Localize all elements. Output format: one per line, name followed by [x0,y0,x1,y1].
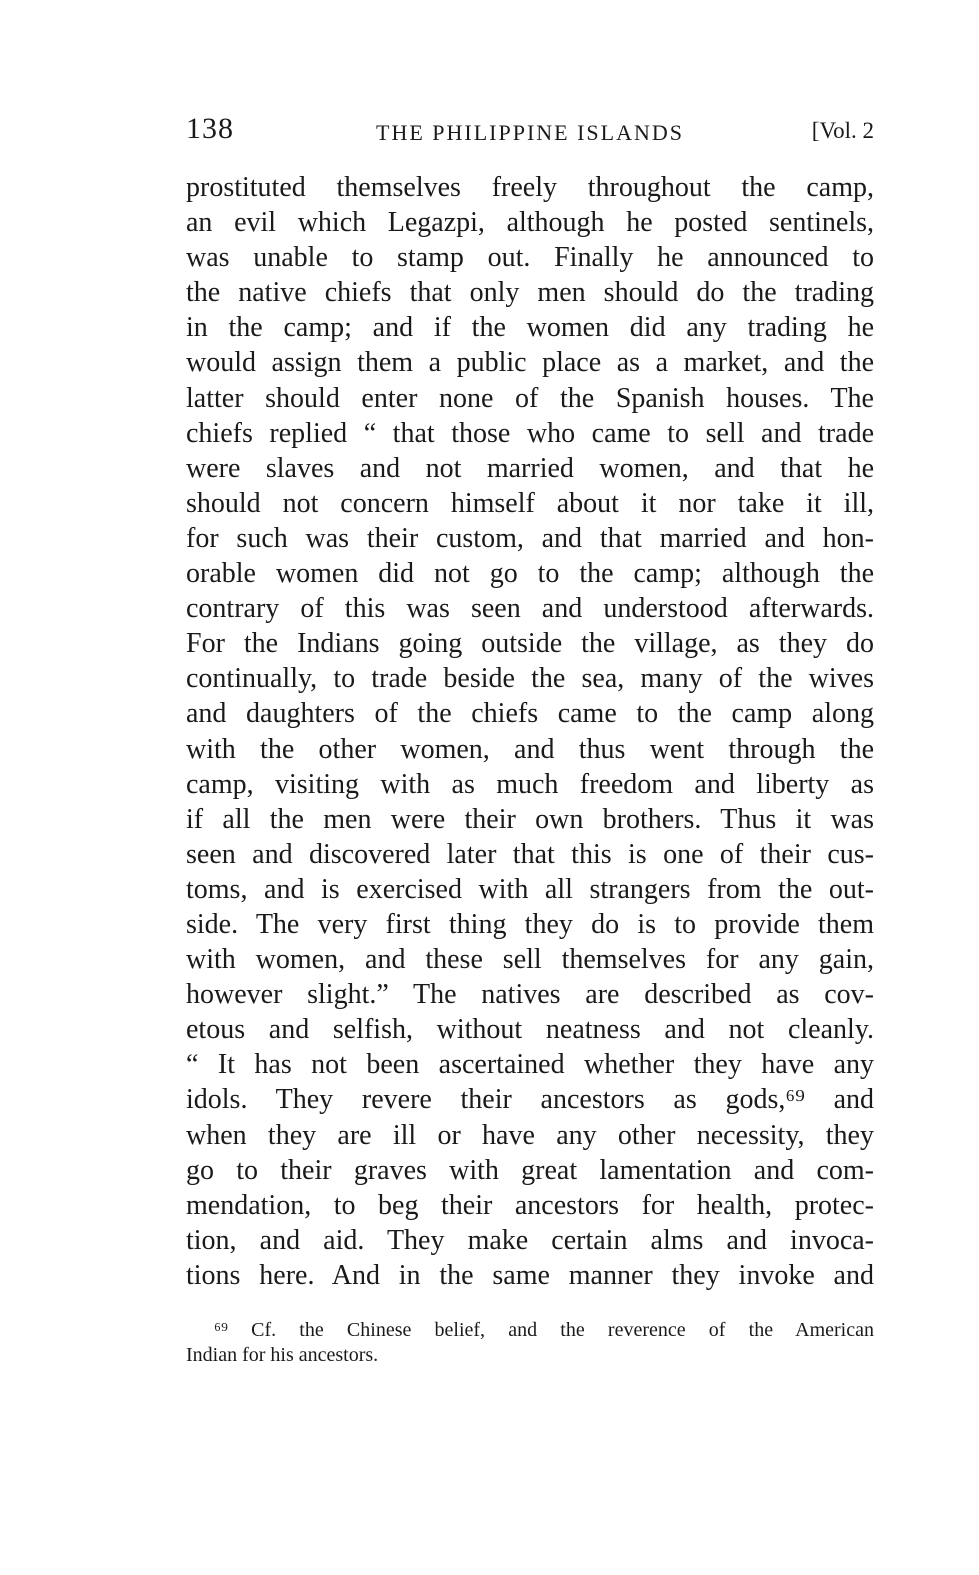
text-line: latter should enter none of the Spanish houses. The [186,382,874,414]
text-line: chiefs replied “ that those who came to sell and trade [186,417,874,449]
text-line: tions here. And in the same manner they invoke and [186,1259,874,1291]
text-line: “ It has not been ascertained whether they have any [186,1049,874,1081]
text-line: should not concern himself about it nor take it ill, [186,487,874,519]
text-line: camp, visiting with as much freedom and liberty as [186,768,874,800]
text-line: go to their graves with great lamentation and com- [186,1154,874,1186]
text-line: seen and discovered later that this is one of their cus- [186,838,874,870]
footnote-line: Indian for his ancestors. [186,1344,379,1366]
text-line: with women, and these sell themselves for any gain, [186,944,874,976]
text-line: were slaves and not married women, and that he [186,452,874,484]
text-line: side. The very first thing they do is to provide them [186,908,874,940]
text-line: if all the men were their own brothers. Thus it was [186,803,874,835]
body-text [186,170,874,1293]
text-line: would assign them a public place as a market, and the [186,347,874,379]
text-line: idols. They revere their ancestors as gods,⁶⁹ and [186,1084,874,1116]
text-line: when they are ill or have any other necessity, they [186,1119,874,1151]
text-line: with the other women, and thus went through the [186,733,874,765]
page-header [186,112,874,152]
text-line: for such was their custom, and that married and hon- [186,522,874,554]
text-line: was unable to stamp out. Finally he announced to [186,242,874,274]
text-line: an evil which Legazpi, although he posted sentinels, [186,207,874,239]
volume-reference: [Vol. 2 [811,118,874,143]
text-line: tion, and aid. They make certain alms and invoca- [186,1224,874,1256]
footnote-line: ⁶⁹ Cf. the Chinese belief, and the reverence of the American [214,1319,874,1341]
text-line: prostituted themselves freely throughout the camp, [186,172,874,203]
text-line: etous and selfish, without neatness and not cleanly. [186,1014,874,1046]
text-line: orable women did not go to the camp; although the [186,558,874,590]
running-title: THE PHILIPPINE ISLANDS [376,120,684,145]
text-line: contrary of this was seen and understood afterwards. [186,593,874,625]
page-number: 138 [186,112,234,145]
text-line: the native chiefs that only men should do the trading [186,277,874,309]
text-line: however slight.” The natives are described as cov- [186,979,874,1011]
text-line: toms, and is exercised with all strangers from the out- [186,873,874,905]
text-line: For the Indians going outside the village, as they do [186,628,874,660]
text-line: continually, to trade beside the sea, many of the wives [186,663,874,695]
text-line: and daughters of the chiefs came to the camp along [186,698,874,730]
text-line: mendation, to beg their ancestors for health, protec- [186,1189,874,1221]
footnote [186,1318,874,1368]
text-line: in the camp; and if the women did any trading he [186,312,874,344]
